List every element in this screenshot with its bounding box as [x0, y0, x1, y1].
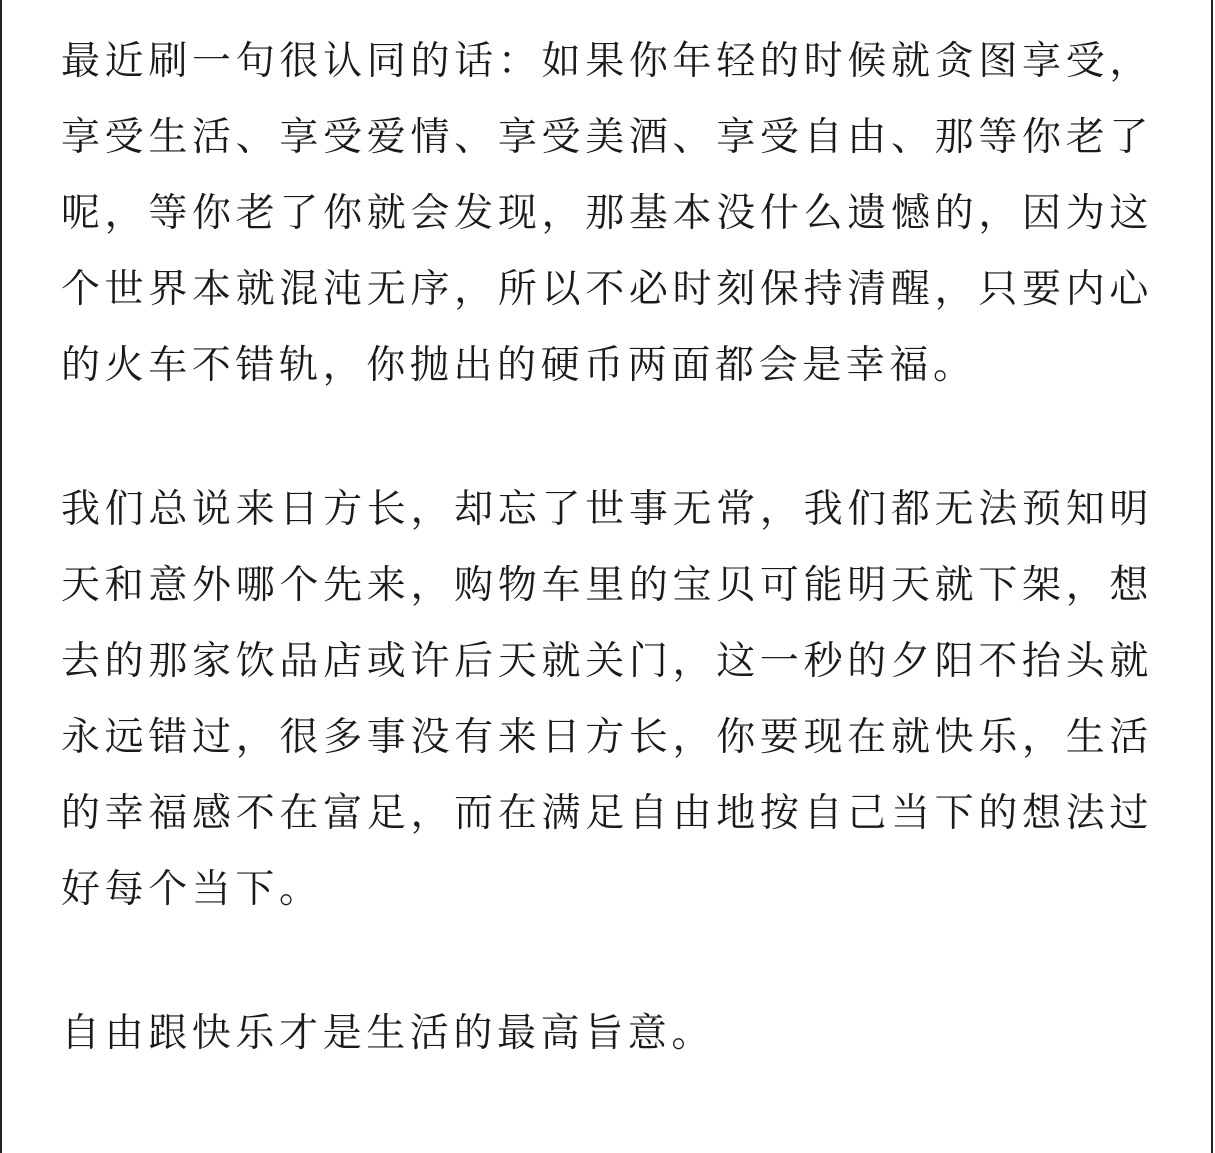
paragraph-3: 自由跟快乐才是生活的最高旨意。 [61, 1011, 716, 1056]
paragraph-1: 最近刷一句很认同的话：如果你年轻的时候就贪图享受，享受生活、享受爱情、享受美酒、享受自由、那等你老了呢，等你老了你就会发现，那基本没什么遗憾的，因为这个世界本就混沌无序，所以不必时刻保持清醒，只要内心的火车不错轨，你抛出的硬币两面都会是幸福。 [61, 39, 1153, 388]
paragraph-2: 我们总说来日方长，却忘了世事无常，我们都无法预知明天和意外哪个先来，购物车里的宝贝可能明天就下架，想去的那家饮品店或许后天就关门，这一秒的夕阳不抬头就永远错过，很多事没有来日方长，你要现在就快乐，生活的幸福感不在富足，而在满足自由地按自己当下的想法过好每个当下。 [61, 487, 1153, 912]
paragraph-gap [61, 404, 1153, 472]
article-body [61, 24, 1153, 1072]
paragraph-gap [61, 928, 1153, 996]
